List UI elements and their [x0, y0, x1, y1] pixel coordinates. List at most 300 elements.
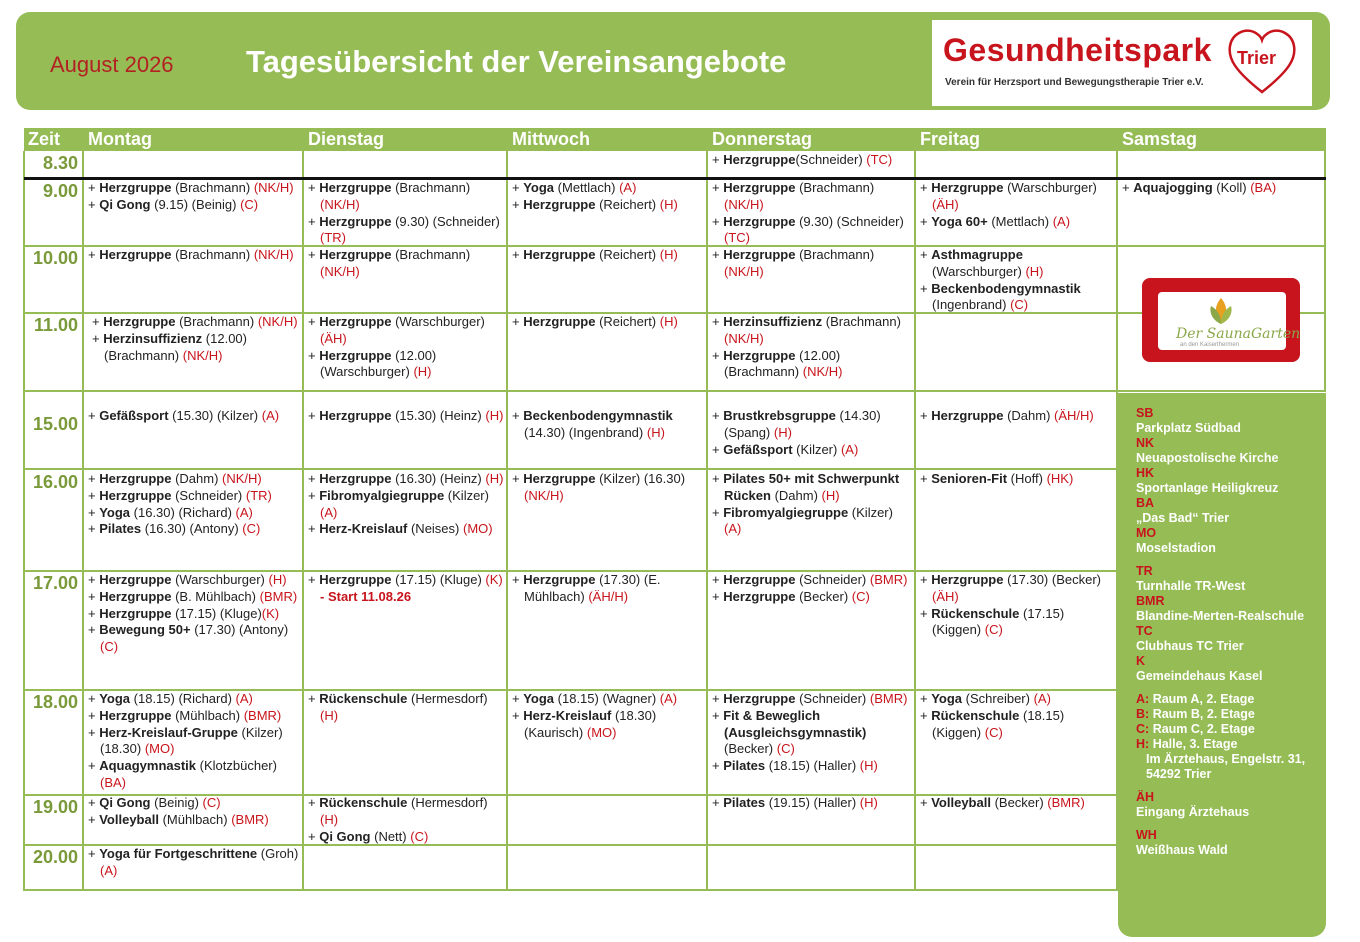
course-name: Herzgruppe	[931, 180, 1004, 195]
location-code: (BMR)	[869, 691, 908, 706]
legend-code: K	[1136, 654, 1146, 668]
time-label: 15.00	[32, 414, 78, 434]
schedule-cell	[712, 572, 912, 606]
location-code: (C)	[202, 795, 221, 810]
time-label: 18.00	[32, 692, 78, 712]
course-name: Herzinsuffizienz	[723, 314, 823, 329]
location-code: (H)	[859, 795, 878, 810]
course-entry: + Pilates (18.15) (Haller) (H)	[712, 758, 878, 774]
course-name: Beckenbodengymnastik	[931, 280, 1081, 296]
legend-name: Neuapostolische Kirche	[1136, 451, 1279, 465]
legend-name: Moselstadion	[1136, 541, 1216, 555]
schedule-cell	[920, 180, 1114, 230]
course-name: Herzgruppe	[723, 213, 796, 229]
sauna-name: Der SaunaGarten	[1176, 326, 1301, 342]
location-code: (K)	[261, 605, 280, 621]
schedule-cell	[88, 471, 300, 538]
location-code: (ÄH)	[932, 588, 959, 604]
course-entry: + Herzgruppe (Kilzer) (16.30) (NK/H)	[512, 471, 686, 503]
course-name: Yoga 60+	[931, 213, 988, 229]
logo-subtitle: Verein für Herzsport und Bewegungstherapie Trier e.V.	[945, 77, 1204, 88]
location-code: (H)	[659, 314, 678, 329]
course-name: Senioren-Fit	[931, 471, 1008, 486]
course-name: Herzinsuffizienz	[103, 330, 203, 346]
course-name: Herzgruppe	[523, 247, 596, 262]
course-entry: + Herzgruppe (B. Mühlbach) (BMR)	[88, 588, 298, 604]
location-code: (H)	[320, 707, 339, 723]
course-name: Herzgruppe	[931, 408, 1004, 423]
location-code: (ÄH)	[320, 330, 347, 346]
schedule-cell	[512, 314, 704, 331]
location-code: (BA)	[100, 774, 126, 790]
legend-name: „Das Bad“ Trier	[1136, 511, 1230, 525]
grid-line	[302, 151, 304, 891]
time-label: 9.00	[42, 181, 78, 201]
schedule-cell	[88, 572, 302, 656]
location-code: (C)	[851, 588, 870, 604]
course-name: Herzgruppe	[723, 347, 796, 363]
course-entry: + Herzgruppe (Schneider) (BMR)	[712, 572, 908, 587]
location-code: (BMR)	[259, 588, 298, 604]
schedule-cell	[92, 314, 300, 364]
location-code: (H)	[485, 471, 504, 486]
legend-code: HK	[1136, 466, 1155, 480]
time-label: 20.00	[32, 847, 78, 867]
legend-room-c: C: Raum C, 2. Etage	[1136, 722, 1255, 736]
location-code: (NK/H)	[320, 263, 360, 279]
schedule-cell	[308, 691, 504, 725]
legend-code: BA	[1136, 496, 1155, 510]
schedule-cell	[308, 247, 504, 281]
course-entry: + Herz-Kreislauf (18.30) (Kaurisch) (MO)	[512, 707, 657, 740]
legend-address: Im Ärztehaus, Engelstr. 31, 54292 Trier	[1146, 752, 1306, 781]
course-entry: + Herzgruppe (17.30) (E. Mühlbach) (ÄH/H)	[512, 572, 661, 604]
location-code: (A)	[659, 691, 678, 706]
course-name: Asthmagruppe	[931, 247, 1023, 262]
sauna-subtitle: an den Kaiserthermen	[1180, 342, 1240, 348]
course-name: Volleyball	[931, 795, 991, 810]
course-name: Bewegung 50+	[99, 622, 191, 638]
logo-city: Trier	[1237, 48, 1277, 68]
schedule-cell	[88, 795, 302, 829]
schedule-cell	[920, 691, 1114, 741]
course-name: Herzgruppe	[99, 247, 172, 262]
course-entry: + Herzgruppe (Dahm) (NK/H)	[88, 471, 262, 486]
legend-room-a: A: Raum A, 2. Etage	[1136, 692, 1255, 706]
course-entry: + Fibromyalgiegruppe (Kilzer) (A)	[308, 487, 489, 520]
course-name: Herzgruppe	[523, 196, 596, 212]
schedule-cell	[308, 795, 504, 845]
course-name: Rückenschule	[931, 605, 1020, 621]
location-code: (C)	[776, 741, 795, 757]
time-label: 10.00	[32, 248, 78, 268]
location-code: (H)	[646, 424, 665, 440]
course-name: Herzgruppe	[319, 247, 392, 262]
course-entry: + Herzgruppe (17.15) (Kluge) (K) - Start 11.08.26	[308, 572, 503, 604]
course-entry: + Herzgruppe (Schneider) (BMR)	[712, 691, 908, 706]
location-code: (NK/H)	[320, 196, 360, 212]
location-code: (C)	[984, 622, 1003, 638]
location-code: (TC)	[866, 152, 893, 167]
course-entry: + Herzgruppe (Warschburger) (H)	[88, 572, 287, 587]
schedule-cell	[88, 691, 302, 792]
course-entry: + Yoga 60+ (Mettlach) (A)	[920, 213, 1071, 229]
course-name: Pilates	[723, 795, 766, 810]
location-code: (C)	[100, 639, 119, 655]
legend	[1136, 406, 1326, 858]
location-code: (NK/H)	[182, 347, 223, 363]
location-code: (NK/H)	[724, 330, 764, 346]
schedule-cell	[88, 846, 300, 880]
location-code: (BMR)	[231, 811, 269, 827]
course-entry: + Brustkrebsgruppe (14.30) (Spang) (H)	[712, 408, 881, 440]
schedule-cell	[920, 408, 1114, 425]
start-note: - Start 11.08.26	[320, 588, 412, 604]
schedule-cell	[712, 180, 912, 247]
course-entry: + Herzgruppe (Becker) (C)	[712, 588, 870, 604]
course-name: Herzgruppe	[723, 588, 796, 604]
course-entry: + Rückenschule (Hermesdorf) (H)	[308, 795, 488, 827]
course-name: Volleyball	[99, 811, 159, 827]
course-name: Herzgruppe	[319, 408, 392, 423]
course-name: Herzgruppe	[523, 471, 596, 486]
grid-line	[82, 151, 84, 891]
course-entry: + Beckenbodengymnastik (14.30) (Ingenbrand) (H)	[512, 408, 673, 440]
course-entry: + Herzgruppe (Brachmann) (NK/H)	[308, 247, 471, 279]
location-code: (H)	[485, 408, 504, 423]
legend-code: TC	[1136, 624, 1153, 638]
time-label: 11.00	[33, 315, 78, 335]
location-code: (BMR)	[869, 572, 908, 587]
schedule-cell	[712, 247, 912, 281]
course-name: Qi Gong	[319, 828, 371, 844]
schedule-cell	[712, 691, 912, 775]
location-code: (ÄH)	[932, 196, 959, 212]
location-code: (ÄH/H)	[588, 588, 629, 604]
course-name: Yoga	[99, 504, 131, 520]
leaf-icon	[1206, 296, 1236, 326]
course-entry: + Gefäßsport (15.30) (Kilzer) (A)	[88, 408, 280, 423]
course-name: Rückenschule	[319, 795, 408, 810]
location-code: (H)	[659, 196, 678, 212]
location-code: (NK/H)	[253, 180, 294, 195]
course-name: Fit & Beweglich (Ausgleichsgymnastik)	[723, 707, 867, 740]
schedule-cell	[920, 795, 1114, 812]
legend-hall-h: H: Halle, 3. Etage	[1136, 737, 1238, 751]
course-entry: + Senioren-Fit (Hoff) (HK)	[920, 471, 1074, 486]
legend-code: WH	[1136, 828, 1157, 842]
course-name: Gefäßsport	[723, 441, 793, 457]
course-name: Herzgruppe	[723, 691, 796, 706]
schedule-cell	[88, 180, 300, 214]
course-name: Herzgruppe	[523, 314, 596, 329]
course-entry: + Herzgruppe (Brachmann) (NK/H)	[88, 247, 294, 262]
location-code: (NK/H)	[524, 487, 564, 503]
time-label: 17.00	[32, 573, 78, 593]
course-entry: + Herzgruppe (Mühlbach) (BMR)	[88, 707, 282, 723]
schedule-cell	[1122, 180, 1322, 197]
schedule-cell	[712, 408, 912, 458]
course-entry: + Herzgruppe (Schneider) (TR)	[88, 487, 272, 503]
logo-text: Gesundheitspark	[943, 32, 1212, 68]
location-code: (NK/H)	[724, 263, 764, 279]
location-code: (C)	[242, 521, 261, 537]
course-name: Yoga für Fortgeschrittene	[99, 846, 258, 861]
course-name: Herz-Kreislauf	[319, 521, 408, 537]
time-label: 19.00	[32, 797, 78, 817]
course-entry: + Bewegung 50+ (17.30) (Antony) (C)	[88, 622, 289, 655]
schedule-cell	[712, 152, 912, 169]
schedule-cell	[920, 247, 1114, 314]
course-entry: + Herzgruppe (Reichert) (H)	[512, 196, 678, 212]
location-code: (TR)	[245, 487, 272, 503]
course-name: Brustkrebsgruppe	[723, 408, 836, 423]
location-code: (H)	[859, 758, 878, 774]
column-header-samstag: Samstag	[1122, 129, 1198, 149]
course-entry: + Herz-Kreislauf-Gruppe (Kilzer) (18.30) (MO)	[88, 724, 283, 757]
course-name: Herzgruppe	[319, 213, 392, 229]
course-entry: + Herzgruppe (Warschburger) (ÄH)	[920, 180, 1097, 212]
course-name: Herzgruppe	[103, 314, 176, 329]
schedule-cell	[88, 247, 300, 264]
course-entry: + Yoga für Fortgeschrittene (Groh) (A)	[88, 846, 299, 878]
course-name: Yoga	[99, 691, 131, 706]
time-label: 16.00	[32, 472, 78, 492]
legend-name: Clubhaus TC Trier	[1136, 639, 1244, 653]
course-name: Yoga	[931, 691, 963, 706]
location-code: (NK/H)	[802, 364, 843, 380]
location-code: (A)	[1052, 213, 1071, 229]
course-entry: + Herzgruppe (Dahm) (ÄH/H)	[920, 408, 1094, 423]
course-entry: + Beckenbodengymnastik (Ingenbrand) (C)	[920, 280, 1081, 313]
schedule-cell	[308, 180, 504, 247]
time-label: 8.30	[42, 153, 78, 173]
column-header-montag: Montag	[88, 129, 152, 149]
course-name: Qi Gong	[99, 196, 151, 212]
course-entry: + Herzgruppe (Brachmann) (NK/H)	[92, 314, 298, 329]
course-name: Herzgruppe	[99, 707, 172, 723]
course-name: Herzgruppe	[99, 605, 172, 621]
course-name: Pilates	[723, 758, 766, 774]
location-code: (H)	[413, 364, 432, 380]
course-name: Rückenschule	[319, 691, 408, 706]
legend-name: Turnhalle TR-West	[1136, 579, 1246, 593]
location-code: (TR)	[320, 230, 346, 246]
location-code: (BA)	[1250, 180, 1277, 195]
grid-line	[506, 151, 508, 891]
location-code: (C)	[410, 828, 429, 844]
course-entry: + Rückenschule (Hermesdorf) (H)	[308, 691, 488, 723]
location-code: (NK/H)	[257, 314, 298, 329]
course-name: Herzgruppe	[99, 487, 172, 503]
location-code: (MO)	[144, 741, 175, 757]
course-name: Herzgruppe	[723, 572, 796, 587]
grid-line	[914, 151, 916, 891]
course-name: Herzgruppe	[319, 314, 392, 329]
schedule-cell	[308, 572, 504, 606]
schedule-cell	[712, 471, 908, 538]
schedule-cell	[512, 247, 704, 264]
course-entry: + Herzinsuffizienz (Brachmann) (NK/H)	[712, 314, 901, 346]
course-entry: + Herzgruppe (Brachmann) (NK/H)	[712, 247, 875, 279]
course-entry: + Aquajogging (Koll) (BA)	[1122, 180, 1277, 195]
course-name: Herzgruppe	[723, 152, 796, 167]
location-code: (NK/H)	[222, 471, 262, 486]
course-name: Aquajogging	[1133, 180, 1213, 195]
legend-name: Gemeindehaus Kasel	[1136, 669, 1263, 683]
column-header-mittwoch: Mittwoch	[512, 129, 590, 149]
course-name: Herzgruppe	[723, 180, 796, 195]
course-name: Gefäßsport	[99, 408, 169, 423]
course-name: Rückenschule	[931, 707, 1020, 723]
location-code: (H)	[268, 572, 287, 587]
course-entry: + Yoga (Mettlach) (A)	[512, 180, 637, 195]
schedule-cell	[512, 471, 704, 505]
location-code: (H)	[659, 247, 678, 262]
location-code: (K)	[485, 572, 503, 587]
legend-code: BMR	[1136, 594, 1165, 608]
course-entry: + Herzgruppe (12.00) (Brachmann) (NK/H)	[712, 347, 843, 380]
schedule-cell	[512, 572, 704, 606]
course-entry: + Herzgruppe (17.30) (Becker) (ÄH)	[920, 572, 1101, 604]
grid-line	[24, 468, 1118, 470]
course-entry: + Pilates (16.30) (Antony) (C)	[88, 521, 261, 537]
schedule-cell	[920, 471, 1114, 488]
schedule-cell	[512, 180, 704, 214]
location-code: (A)	[724, 521, 742, 537]
course-name: Herzgruppe	[99, 588, 172, 604]
location-code: (NK/H)	[253, 247, 294, 262]
schedule-cell	[308, 408, 504, 425]
course-entry: + Yoga (18.15) (Wagner) (A)	[512, 691, 678, 706]
location-code: (A)	[619, 180, 637, 195]
course-entry: + Herzgruppe (15.30) (Heinz) (H)	[308, 408, 504, 423]
course-entry: + Herzgruppe (17.15) (Kluge)(K)	[88, 605, 280, 621]
course-entry: + Qi Gong (9.15) (Beinig) (C)	[88, 196, 259, 212]
course-entry: + Yoga (18.15) (Richard) (A)	[88, 691, 253, 706]
course-name: Pilates	[99, 521, 142, 537]
course-entry: + Herz-Kreislauf (Neises) (MO)	[308, 521, 493, 537]
grid-line	[24, 889, 1118, 891]
location-code: (MO)	[462, 521, 493, 537]
legend-name: Blandine-Merten-Realschule	[1136, 609, 1305, 623]
course-entry: + Herzgruppe (Reichert) (H)	[512, 247, 678, 262]
legend-name: Parkplatz Südbad	[1136, 421, 1241, 435]
schedule-cell	[512, 691, 706, 741]
schedule-cell	[308, 471, 504, 538]
location-code: (HK)	[1046, 471, 1074, 486]
course-name: Herzgruppe	[931, 572, 1004, 587]
course-name: Herzgruppe	[523, 572, 596, 587]
location-code: (A)	[235, 691, 253, 706]
course-name: Herz-Kreislauf-Gruppe	[99, 724, 238, 740]
column-header-dienstag: Dienstag	[308, 129, 385, 149]
month-label: August 2026	[50, 52, 174, 77]
location-code: (NK/H)	[724, 196, 764, 212]
course-entry: + Qi Gong (Beinig) (C)	[88, 795, 221, 810]
course-entry: + Herzgruppe(Schneider) (TC)	[712, 152, 893, 167]
course-entry: + Rückenschule (18.15) (Kiggen) (C)	[920, 707, 1065, 740]
legend-code: TR	[1136, 564, 1153, 578]
legend-name: Eingang Ärztehaus	[1136, 805, 1250, 819]
course-entry: + Herzgruppe (Warschburger) (ÄH)	[308, 314, 485, 346]
grid-line	[23, 151, 25, 891]
course-name: Herzgruppe	[319, 471, 392, 486]
course-entry: + Pilates 50+ mit Schwerpunkt Rücken (Dahm) (H)	[712, 471, 900, 503]
schedule-cell	[512, 408, 704, 442]
legend-name: Weißhaus Wald	[1136, 843, 1228, 857]
course-entry: + Qi Gong (Nett) (C)	[308, 828, 429, 844]
course-entry: + Herzgruppe (Brachmann) (NK/H)	[88, 180, 294, 195]
course-name: Herzgruppe	[319, 572, 392, 587]
location-code: (TC)	[724, 230, 750, 246]
course-entry: + Herzgruppe (Brachmann) (NK/H)	[308, 180, 471, 212]
course-name: Herzgruppe	[723, 247, 796, 262]
location-code: (ÄH/H)	[1054, 408, 1094, 423]
location-code: (H)	[320, 811, 339, 827]
location-code: (BMR)	[1047, 795, 1085, 810]
legend-code: ÄH	[1136, 790, 1155, 804]
course-name: Fibromyalgiegruppe	[723, 504, 849, 520]
course-name: Qi Gong	[99, 795, 151, 810]
schedule-cell	[308, 314, 504, 381]
course-entry: + Herzgruppe (12.00) (Warschburger) (H)	[308, 347, 437, 380]
column-header-zeit: Zeit	[28, 129, 61, 149]
legend-code: NK	[1136, 436, 1155, 450]
legend-room-b: B: Raum B, 2. Etage	[1136, 707, 1255, 721]
location-code: (C)	[240, 196, 259, 212]
location-code: (H)	[821, 487, 840, 503]
schedule-cell	[712, 314, 912, 381]
location-code: (H)	[773, 424, 792, 440]
course-entry: + Rückenschule (17.15) (Kiggen) (C)	[920, 605, 1065, 638]
schedule-cell	[920, 572, 1114, 639]
location-code: (MO)	[586, 724, 617, 740]
course-name: Herzgruppe	[99, 180, 172, 195]
course-name: Pilates 50+ mit Schwerpunkt Rücken	[723, 471, 900, 503]
location-code: (A)	[100, 862, 118, 878]
course-entry: + Volleyball (Becker) (BMR)	[920, 795, 1085, 810]
grid-line	[1324, 151, 1326, 391]
course-name: Aquagymnastik	[99, 758, 197, 774]
course-name: Herzgruppe	[99, 471, 172, 486]
legend-name: Sportanlage Heiligkreuz	[1136, 481, 1279, 495]
course-entry: + Volleyball (Mühlbach) (BMR)	[88, 811, 269, 827]
location-code: (A)	[235, 504, 253, 520]
course-entry: + Aquagymnastik (Klotzbücher) (BA)	[88, 758, 277, 790]
grid-line	[24, 390, 1326, 392]
course-name: Herzgruppe	[319, 347, 392, 363]
course-name: Herzgruppe	[319, 180, 392, 195]
course-entry: + Herzgruppe (Brachmann) (NK/H)	[712, 180, 875, 212]
column-header-donnerstag: Donnerstag	[712, 129, 813, 149]
course-entry: + Asthmagruppe (Warschburger) (H)	[920, 247, 1044, 279]
column-header-freitag: Freitag	[920, 129, 981, 149]
course-entry: + Herzgruppe (Reichert) (H)	[512, 314, 678, 329]
legend-code: MO	[1136, 526, 1157, 540]
course-entry: + Fibromyalgiegruppe (Kilzer) (A)	[712, 504, 893, 537]
course-entry: + Herzgruppe (9.30) (Schneider) (TC)	[712, 213, 904, 246]
schedule-cell	[712, 795, 912, 812]
location-code: (C)	[984, 724, 1003, 740]
location-code: (H)	[1025, 263, 1044, 279]
course-entry: + Herzgruppe (9.30) (Schneider) (TR)	[308, 213, 500, 246]
location-code: (A)	[840, 441, 859, 457]
location-code: (A)	[320, 504, 338, 520]
legend-code: SB	[1136, 406, 1154, 420]
course-name: Fibromyalgiegruppe	[319, 487, 445, 503]
course-name: Herzgruppe	[99, 572, 172, 587]
